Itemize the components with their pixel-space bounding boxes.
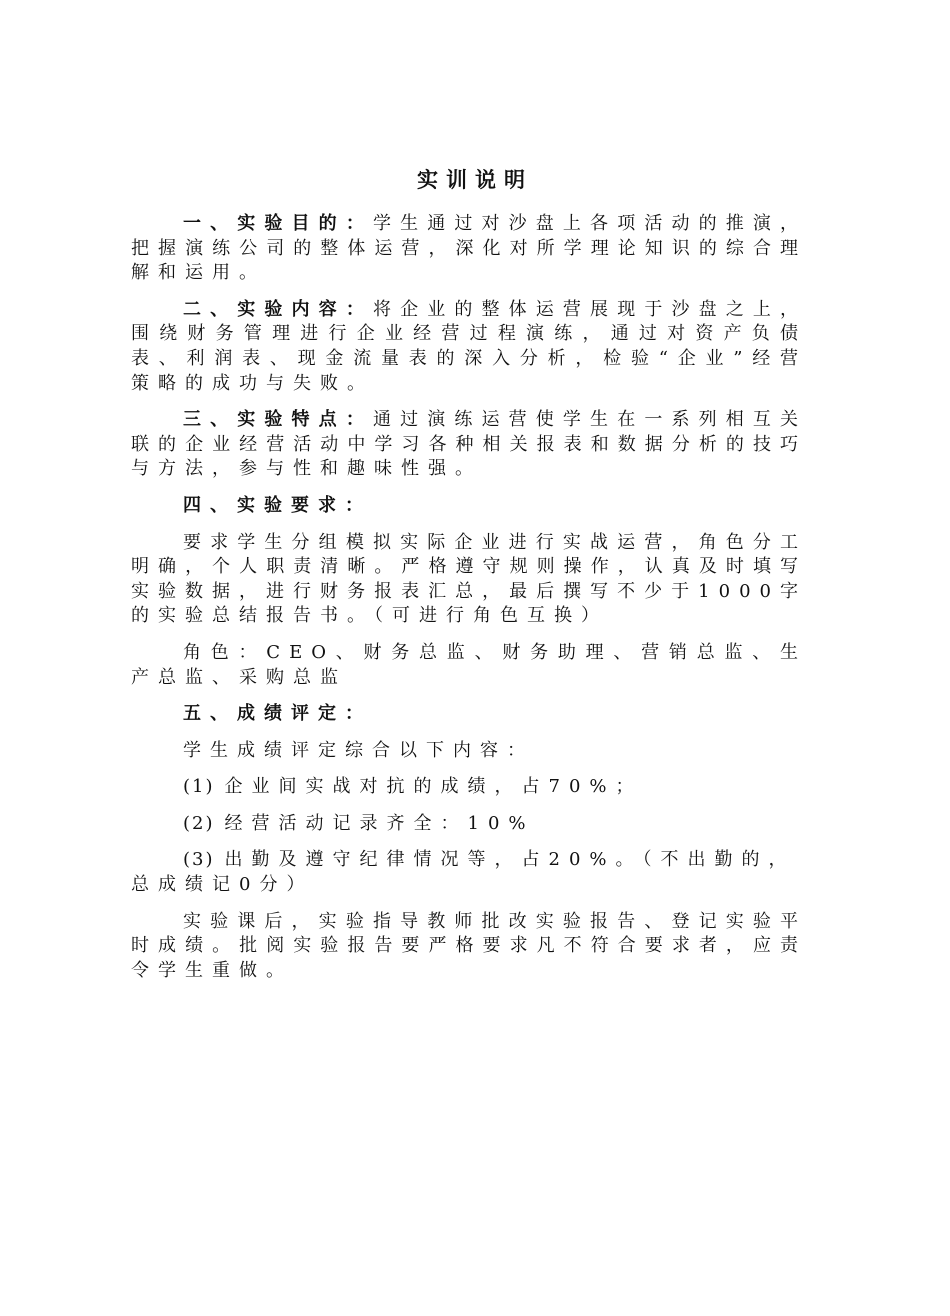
section-roles-text: 角色：CEO、财务总监、财务助理、营销总监、生产总监、采购总监 [131,641,807,688]
section-requirements-text: 要求学生分组模拟实际企业进行实战运营，角色分工明确，个人职责清晰。严格遵守规则操作，认真及时填写实验数据，进行财务报表汇总，最后撰写不少于1000字的实验总结报告书。（可进行角色互换） [131,531,807,627]
section-content [131,298,807,396]
section-objective-heading: 一、实验目的： [183,213,373,234]
grading-item-3 [131,848,807,897]
section-features [131,408,807,482]
section-objective [131,212,807,286]
section-content-heading: 二、实验内容： [183,298,373,320]
section-grading-intro: 学生成绩评定综合以下内容： [183,739,534,761]
section-requirements-heading: 四、实验要求： [183,494,372,516]
page-title: 实训说明 [417,167,533,192]
section-grading-heading: 五、成绩评定： [183,703,372,725]
grading-item-1 [131,775,807,800]
grading-item-3-number: (3) [183,849,215,871]
section-features-heading: 三、实验特点： [183,409,373,431]
document-body [131,212,807,995]
grading-item-2-text: 经营活动记录齐全：10% [224,812,535,834]
closing-paragraph: 实验课后，实验指导教师批改实验报告、登记实验平时成绩。批阅实验报告要严格要求凡不符合要求者，应责令学生重做。 [131,910,807,981]
grading-item-3-text: 出勤及遵守纪律情况等，占20%。（不出勤的，总成绩记0分） [131,849,796,896]
grading-item-1-text: 企业间实战对抗的成绩，占70%； [224,776,643,798]
section-objective-text: 学生通过对沙盘上各项活动的推演，把握演练公司的整体运营，深化对所学理论知识的综合理解和运用。 [131,213,808,284]
grading-item-1-number: (1) [183,776,215,798]
section-content-text: 将企业的整体运营展现于沙盘之上，围绕财务管理进行企业经营过程演练，通过对资产负债表、利润表、现金流量表的深入分析，检验“企业”经营策略的成功与失败。 [131,298,808,394]
section-features-text: 通过演练运营使学生在一系列相互关联的企业经营活动中学习各种相关报表和数据分析的技巧与方法，参与性和趣味性强。 [131,409,808,480]
grading-item-2 [131,812,807,837]
grading-item-2-number: (2) [183,812,215,834]
